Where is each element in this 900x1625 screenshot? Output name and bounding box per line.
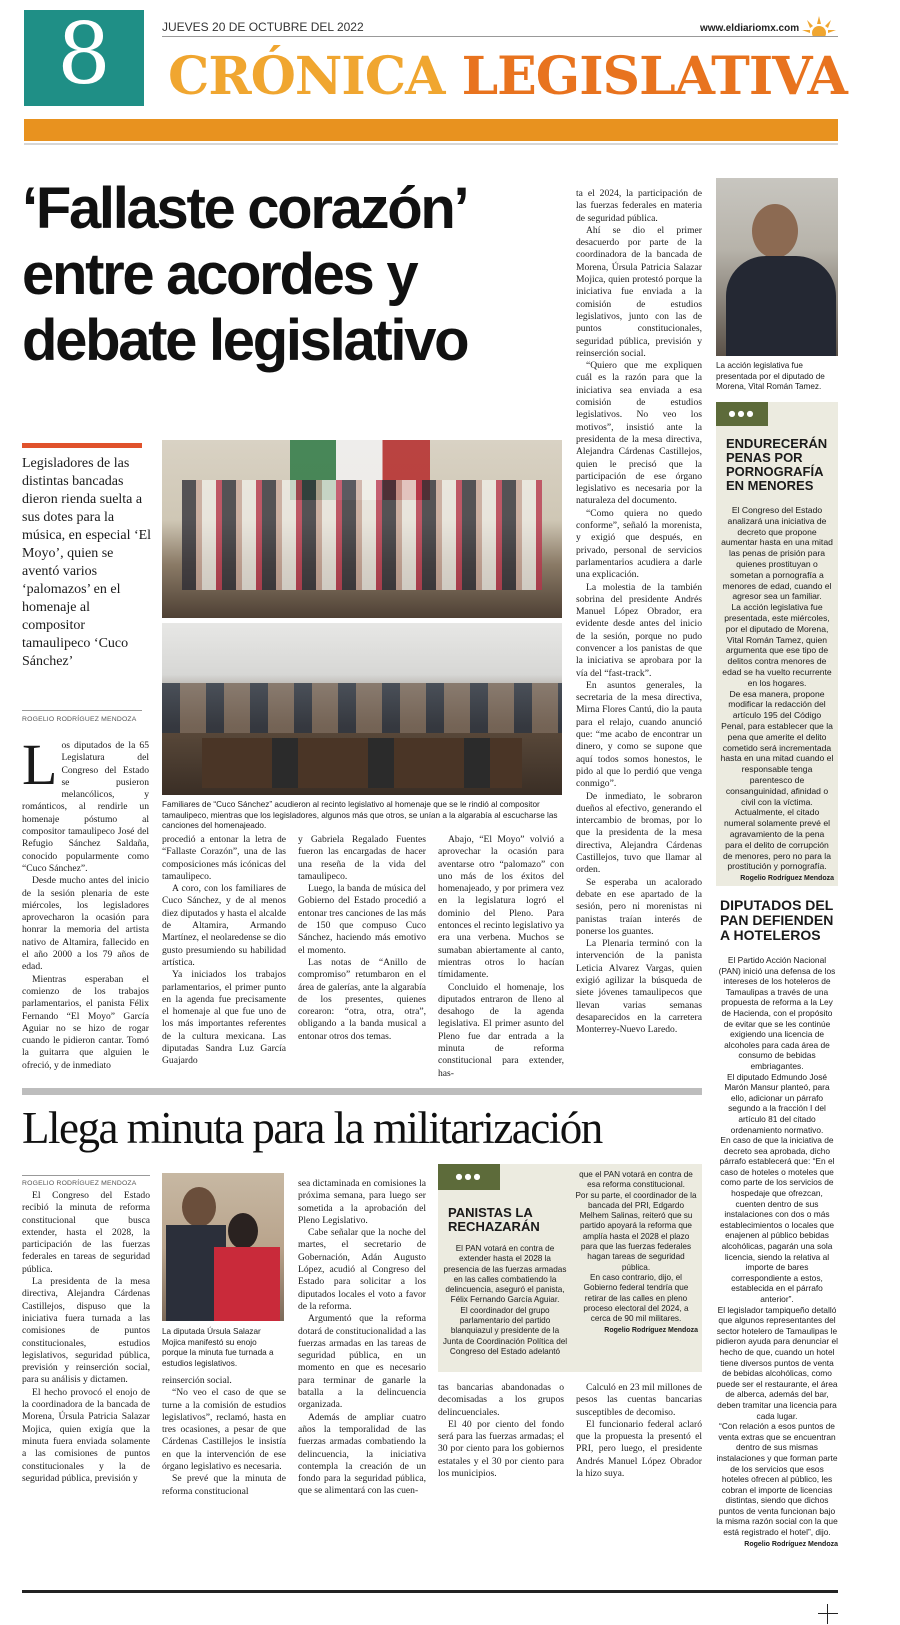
paragraph: Ya iniciados los trabajos parlamentarios, el primer punto en la agenda fue precisamente el homenaje al que fue uno de los más importantes referentes de la cultura mexicana. Las diputadas Sandra Luz García Guajardo [162, 969, 286, 1067]
paragraph: Ahí se dio el primer desacuerdo por parte de la coordinadora de la bancada de Morena, Úrsula Patricia Salazar Mojica, quien protestó porque la iniciativa fue enviada a la comisión de estudios legislativos, junto con las de puntos constitucionales, seguridad pública, previsión y reinserción social. [576, 224, 702, 359]
paragraph: Actualmente, el citado numeral solamente prevé el agravamiento de la pena para el delito de corrupción de menores, pero no para la prostitución y pornografía. [723, 807, 831, 872]
paragraph: Luego, la banda de música del Gobierno del Estado procedió a entonar tres canciones de las más de 150 que compuso Cuco Sánchez, haciendo más emotivo el momento. [298, 883, 426, 956]
paragraph: tas bancarias abandonadas o decomisadas a los grupos delincuenciales. [438, 1382, 564, 1418]
paragraph: Argumentó que la reforma dotará de constitucionalidad a las fuerzas armadas en las tareas de seguridad pública, en un momento en que es necesario para terminar de ganarle la batalla a la delincuencia organizada. [298, 1313, 426, 1411]
paragraph: Las notas de “Anillo de compromiso” retumbaron en el área de galerías, ante la algarabía de los presentes, quienes corearon: “otra, otra, otra”, obligando a la banda musical a entonar otros dos temas. [298, 956, 426, 1042]
paragraph: El diputado Edmundo José Marón Mansur planteó, para ello, adicionar un párrafo segundo a la fracción I del artículo 81 del citado ordenamiento normativo. [724, 1071, 830, 1135]
article-1-col-2 [162, 834, 286, 1068]
article-2-col-5 [576, 1382, 702, 1480]
paragraph: Abajo, “El Moyo” volvió a aprovechar la ocasión para aventarse otro “palomazo” con uno más de los éxitos del homenajeado, y por primera vez en la legislatura logró el dominio del Pleno. Para entonces el recinto legislativo ya era una verbena. Muchos se sumaban abiertamente al canto, mientras otros lo hacían tímidamente. [438, 834, 564, 981]
sidebar-1-body [720, 505, 834, 885]
panistas-box-right [574, 1170, 698, 1337]
vital-roman-tamez-photo [716, 178, 838, 356]
band-shadow-rule [24, 143, 838, 145]
paragraph: Mientras esperaban el comienzo de los trabajos parlamentarios, el panista Félix Fernando “El Moyo” García Aguiar no se hizo de rogar cuando le pidieron cantar. Tomó la guitarra que alguien le ofreció, y de inmediato [22, 973, 149, 1071]
paragraph: En caso de que la iniciativa de decreto sea aprobada, dicho párrafo establecerá que: “En el caso de hoteles o moteles que como parte de los servicios de hospedaje que ofrezcan, cuenten dentro de sus instalaciones con dos o más establecimientos o locales que enajenen al público bebidas alcohólicas, pagarán una sola licencia, siendo la relativa al importe de bares correspondiente a estos, establecida en el párrafo anterior”. [719, 1135, 835, 1304]
paragraph: El 40 por ciento del fondo será para las fuerzas armadas; el 30 por ciento para los gobiernos estatales y el 30 por ciento para los municipios. [438, 1418, 564, 1480]
sidebar-dots-badge: ●●● [716, 402, 768, 426]
paragraph: y Gabriela Regalado Fuentes fueron las encargadas de hacer una reseña de la vida del tamaulipeco. [298, 834, 426, 882]
paragraph: La presidenta de la mesa directiva, Alejandra Cárdenas Castillejos, dispuso que la iniciativa fuera turnada a las comisiones de puntos constitucionales, estudios legislativos, seguridad pública, previsión y reinserción social, para su análisis y dictamen. [22, 1276, 150, 1386]
sidebar-2-body [716, 955, 838, 1550]
ursula-salazar-photo [162, 1173, 284, 1321]
paragraph: Concluido el homenaje, los diputados entraron de lleno al desahogo de la agenda legislativa. El primer asunto del Pleno fue dar entrada a la minuta de reforma constitucional para extender, has- [438, 981, 564, 1079]
sun-logo-icon [802, 16, 836, 36]
paragraph: Se prevé que la minuta de reforma constitucional [162, 1473, 286, 1497]
article-2-col-2 [162, 1375, 286, 1498]
article-2-photo-caption: La diputada Úrsula Salazar Mojica manifestó su enojo porque la minuta fue turnada a estudios legislativos. [162, 1327, 274, 1368]
paragraph: “No veo el caso de que se turne a la comisión de estudios legislativos”, reclamó, hasta en tres ocasiones, a pesar de que Cárdenas Castillejos le insistía en que la intervención de ese órgano legislativo es necesaria. [162, 1387, 286, 1473]
drop-cap: L [22, 732, 58, 797]
article-1-byline: ROGELIO RODRÍGUEZ MENDOZA [22, 716, 137, 723]
sidebar-2-title: DIPUTADOS DEL PAN DEFIENDEN A HOTELEROS [720, 897, 834, 943]
paragraph: La Plenaria terminó con la intervención de la panista Leticia Alvarez Vargas, quien exigió agilizar la búsqueda de siete jóvenes tamaulipecos que llevan varias semanas desaparecidos en la carretera Monterrey-Nuevo Laredo. [576, 938, 702, 1036]
paragraph: A coro, con los familiares de Cuco Sánchez, y de al menos diez diputados y hasta el alcalde de Altamira, Armando Martínez, el neolaredense se dio gusto presumiendo su habilidad artística. [162, 883, 286, 968]
paragraph: os diputados de la 65 Legislatura del Congreso del Estado se pusieron melancólicos, y románticos, al rendirle un homenaje póstumo al compositor tamaulipeco José del Refugio Sánchez Saldaña, conocido popularmente como “Cuco Sánchez”. [22, 740, 149, 874]
paragraph: El Partido Acción Nacional (PAN) inició una defensa de los intereses de los hoteleros de Tamaulipas a través de una propuesta de reforma a la Ley de Hacienda, con el propósito de evitar que se les continúe exigiendo una licencia de alcoholes para cada área de consumo de bebidas embriagantes. [718, 955, 836, 1071]
paragraph: El Congreso del Estado analizará una iniciativa de decreto que propone aumentar hasta en una mitad las penas de prisión para quienes prostituyan o sometan a pornografía a menores de edad, cuando el agresor sea un familiar. [721, 505, 833, 602]
section-title-word-2: LEGISLATIVA [461, 46, 847, 107]
deck-accent-rule [22, 443, 142, 448]
article-2-headline: Llega minuta para la militarización [22, 1103, 602, 1153]
article-1-col-5 [576, 188, 702, 1036]
paragraph: De inmediato, le sobraron dueños al efectivo, generando el intercambio de bromas, por lo que la presidenta de la mesa directiva, Alejandra Cárdenas Castillejos, tuvo que llamar al orden. [576, 790, 702, 876]
article-1-photo-caption: Familiares de “Cuco Sánchez” acudieron al recinto legislativo al homenaje que se le rindió al compositor tamaulipeco, mientras que los legisladores, algunos más que otros, se unían a la algarabía al escucharse las canciones del homenajeado. [162, 800, 558, 830]
article-1-col-3 [298, 834, 426, 1043]
paragraph: que el PAN votará en contra de esa reforma constitucional. [579, 1170, 693, 1190]
paragraph: “Quiero que me expliquen cuál es la razón para que la iniciativa sea enviada a esa comisión de estudios legislativos. No veo los motivos”, insistió ante la presidenta de la mesa directiva, Alejandra Cárdenas Castillejos, quien le precisó que la participación de ese órgano legislativo es necesaria por la naturaleza del documento. [576, 360, 702, 507]
website-link[interactable]: www.eldiariomx.com [700, 23, 800, 34]
article-1-headline [22, 176, 582, 374]
paragraph: En asuntos generales, la secretaria de la mesa directiva, Mirna Flores Cantú, dio la pauta para el relajo, cuando anunció que: “me acabo de encontrar un dinero, y como se supone que aquí todos somos honestos, le pido al que lo perdió que venga conmigo”. [576, 679, 702, 790]
panistas-dots-badge: ●●● [438, 1164, 500, 1190]
paragraph: En caso contrario, dijo, el Gobierno federal tendría que retirar de las calles en pleno proceso electoral del 2024, a cerca de 90 mil militares. [583, 1272, 689, 1324]
article-2-col-1 [22, 1190, 150, 1485]
sidebar-1-title: ENDURECERÁN PENAS POR PORNOGRAFÍA EN MENORES [726, 436, 828, 493]
panistas-box-title: PANISTAS LA RECHAZARÁN [448, 1205, 540, 1234]
paragraph: ta el 2024, la participación de las fuerzas federales en materia de seguridad pública. [576, 188, 702, 224]
paragraph: “Con relación a esos puntos de venta extras que se encuentran dentro de sus mismas instalaciones y que forman parte de los servicios que esos hoteles ofrecen al público, les cobran el importe de licencias distintas, siendo que dichos puntos de venta funcionan bajo la misma razón social con la que está registrado el hotel”, dijo. [716, 1421, 838, 1538]
panistas-box-left [442, 1244, 568, 1357]
paragraph: Se esperaba un acalorado debate en ese apartado de la sesión, pero ni morenistas ni panistas traían interés de ponerse los guantes. [576, 876, 702, 937]
sidebar-2-signature: Rogelio Rodríguez Mendoza [744, 1540, 838, 1548]
homenaje-photo-stage [162, 440, 562, 618]
paragraph: El PAN votará en contra de extender hasta el 2028 la presencia de las fuerzas armadas en las calles combatiendo la delincuencia, aseguró el panista, Félix Fernando García Aguiar. [443, 1244, 567, 1305]
article-1-col-4 [438, 834, 564, 1080]
orange-band [24, 119, 838, 141]
paragraph: Cabe señalar que la noche del martes, el secretario de Gobernación, Adán Augusto López, acudió al Congreso del Estado para solicitar a los diputados locales el voto a favor de la reforma. [298, 1227, 426, 1312]
paragraph: Por su parte, el coordinador de la bancada del PRI, Edgardo Melhem Salinas, reiteró que su partido apoyará la reforma que amplía hasta el 2028 el plazo para que las fuerzas federales hagan tareas de seguridad pública. [575, 1190, 697, 1272]
paragraph: sea dictaminada en comisiones la próxima semana, para luego ser sometida a la aprobación del Pleno Legislativo. [298, 1178, 426, 1226]
article-1-deck: Legisladores de las distintas bancadas dieron rienda suelta a sus dotes para la música, en especial ‘El Moyo’, quien se aventó varios ‘palomazos’ en el homenaje al compositor tamaulipeco ‘Cuco Sánchez’ [22, 456, 152, 669]
paragraph: reinserción social. [162, 1375, 232, 1386]
paragraph: La acción legislativa fue presentada, este miércoles, por el diputado de Morena, Vital Román Tamez, quien argumenta que ese tipo de delitos contra menores de edad se ha vuelto recurrente en los hogares. [722, 602, 832, 688]
paragraph: El Congreso del Estado recibió la minuta de reforma constitucional que busca extender, hasta el 2028, la participación de las fuerzas federales en tareas de seguridad pública. [22, 1190, 150, 1275]
paragraph: procedió a entonar la letra de “Fallaste Corazón”, una de las composiciones más icónicas del tamaulipeco. [162, 834, 286, 882]
paragraph: Además de ampliar cuatro años la temporalidad de las fuerzas armadas combatiendo la delincuencia, la iniciativa contempla la creación de un fondo para la seguridad pública, que se alimentará con las cuen- [298, 1411, 426, 1497]
issue-date: JUEVES 20 DE OCTUBRE DEL 2022 [162, 20, 364, 34]
right-photo-caption: La acción legislativa fue presentada por el diputado de Morena, Vital Román Tamez. [716, 361, 825, 391]
header-rule [162, 36, 838, 37]
article-1-col-1 [22, 732, 149, 1072]
sidebar-1-signature: Rogelio Rodríguez Mendoza [740, 875, 834, 883]
deck-rule [22, 710, 142, 711]
paragraph: “Como quiera no quedo conforme”, señaló la morenista, y exigió que después, en privado, personal de servicios parlamentarios acudiera a darle una explicación. [576, 507, 702, 581]
paragraph: El legislador tampiqueño detalló que algunos representantes del sector hotelero de Tamaulipas le pidieron ayuda para denunciar el hecho de que, cuando un hotel tiene diversos puntos de venta de bebidas alcohólicas, como puede ser el restaurante, el área de alberca, además del bar, deben tramitar una licencia para cada lugar. [716, 1304, 838, 1421]
byline-rule [22, 1175, 150, 1176]
paragraph: El coordinador del grupo parlamentario del partido blanquiazul y presidente de la Junta de Coordinación Política del Congreso del Estado adelantó [442, 1305, 568, 1356]
registration-mark-icon [818, 1604, 838, 1624]
article-2-col-4 [438, 1382, 564, 1480]
headline-line-3: debate legislativo [22, 308, 468, 373]
paragraph: El hecho provocó el enojo de la coordinadora de la bancada de Morena, Úrsula Patricia Salazar Mojica, quien exigía que la minuta fuera enviada solamente a las comisiones de puntos constitucionales y la de seguridad pública, previsión y [22, 1386, 150, 1484]
panistas-box-signature: Rogelio Rodríguez Mendoza [604, 1327, 698, 1335]
paragraph: El funcionario federal aclaró que la propuesta la presentó el PRI, pero luego, el presidente Andrés Manuel López Obrador la hizo suya. [576, 1418, 702, 1480]
article-2-col-3 [298, 1178, 426, 1498]
article-2-byline: ROGELIO RODRÍGUEZ MENDOZA [22, 1180, 137, 1187]
paragraph: De esa manera, propone modificar la redacción del artículo 195 del Código Penal, para establecer que la pena que amerite el delito cometido será incrementada hasta en una mitad cuando el responsable tenga parentesco de consanguinidad, afinidad o civil con la víctima. [720, 688, 834, 807]
paragraph: Desde mucho antes del inicio de la sesión plenaria de este miércoles, los legisladores aprovecharon la ocasión para honrar la memoria del artista nativo de Altamira, fallecido en el año 2000 a los 79 años de edad. [22, 875, 149, 973]
pleno-photo-session [162, 623, 562, 795]
page-number: 8 [57, 5, 111, 103]
footer-rule [22, 1590, 838, 1593]
headline-line-2: entre acordes y [22, 242, 417, 307]
headline-line-1: ‘Fallaste corazón’ [22, 176, 468, 241]
paragraph: Calculó en 23 mil millones de pesos las cuentas bancarias susceptibles de decomiso. [576, 1382, 702, 1418]
paragraph: La molestia de la también sobrina del presidente Andrés Manuel López Obrador, era evidente desde antes del inicio de la sesión, porque no pudo convencer a los panistas de que la iniciativa se aprobara por la vía del “fast-track”. [576, 581, 702, 679]
story-divider [22, 1088, 702, 1095]
section-title [168, 48, 847, 106]
section-title-word-1: CRÓNICA [168, 46, 445, 107]
